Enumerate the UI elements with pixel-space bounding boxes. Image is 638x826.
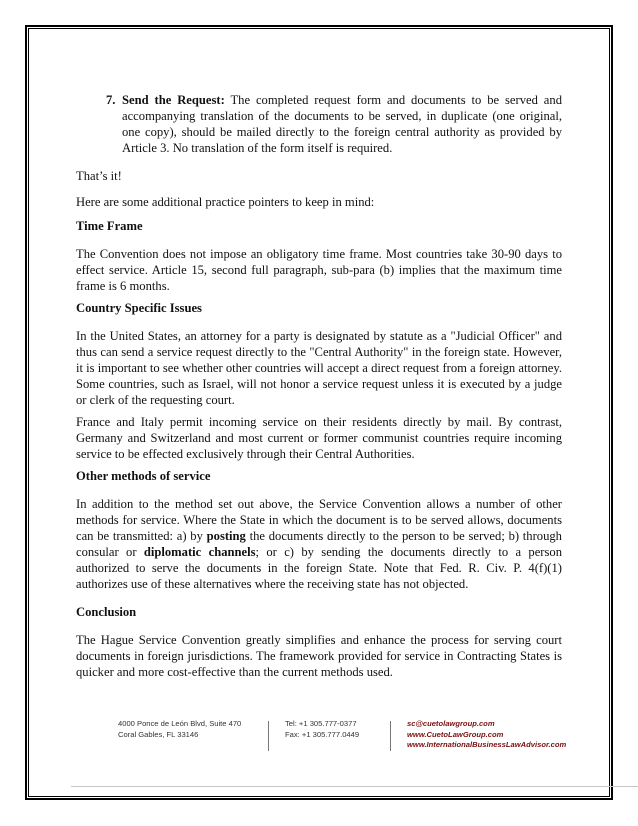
address-line-2: Coral Gables, FL 33146 xyxy=(118,729,199,739)
step-7 xyxy=(106,92,562,156)
website-link[interactable]: www.CuetoLawGroup.com xyxy=(407,729,504,739)
country-specific-text-1: In the United States, an attorney for a party is designated by statute as a "Judicial Officer" and thus can send a service request directly to the "Central Authority" in the foreign state. However, it is important to see whether other countries will accept a direct request from a foreign attorney. Some countries, such as Israel, will not honor a service request unless it is executed by a judge or clerk of the requesting court. xyxy=(76,329,562,407)
other-methods-heading: Other methods of service xyxy=(76,469,211,483)
other-methods-text xyxy=(76,496,562,592)
conclusion-text: The Hague Service Convention greatly simplifies and enhance the process for serving court documents in foreign jurisdictions. The framework provided for service in Contracting States is quicker and more cost-effective than the current methods used. xyxy=(76,633,562,679)
footer-rule xyxy=(71,786,611,787)
pointers-intro: Here are some additional practice pointers to keep in mind: xyxy=(76,195,375,209)
footer-divider xyxy=(268,721,269,751)
country-specific-heading: Country Specific Issues xyxy=(76,301,202,315)
other-methods-bold-posting: posting xyxy=(206,529,246,543)
step-number: 7. xyxy=(106,93,116,107)
footer-phone xyxy=(285,719,359,740)
email-link[interactable]: sc@cuetolawgroup.com xyxy=(407,719,495,728)
other-methods-bold-diplomatic: diplomatic channels xyxy=(143,545,256,559)
step-body xyxy=(122,92,562,156)
fax-number: Fax: +1 305.777.0449 xyxy=(285,729,360,739)
tel-number: Tel: +1 305.777-0377 xyxy=(285,719,357,728)
page-corner-line xyxy=(610,786,638,787)
step-title: Send the Request: xyxy=(122,93,225,107)
other-methods-part-2: the documents directly to the person to be served; b) through consular or xyxy=(76,529,562,559)
footer-divider xyxy=(390,721,391,751)
letterhead-footer xyxy=(118,719,568,755)
other-methods-part-3: ; or c) by sending the documents directly to a person authorized to serve the documents in the foreign State. Note that Fed. R. Civ. P. 4(f)(1) authorizes use of these alternatives where the receiving state has not objected. xyxy=(76,545,562,591)
other-methods-part-1: In addition to the method set out above, the Service Convention allows a number of other methods for service. Where the State in which the document is to be served allows, documents can be transmitted: a) by xyxy=(76,497,562,543)
time-frame-text: The Convention does not impose an obligatory time frame. Most countries take 30-90 days to effect service. Article 15, second full paragraph, sub-para (b) implies that the maximum time frame is 6 months. xyxy=(76,247,562,293)
advisor-website-link[interactable]: www.InternationalBusinessLawAdvisor.com xyxy=(407,740,567,749)
document-body xyxy=(76,92,562,680)
time-frame-heading: Time Frame xyxy=(76,219,143,233)
country-specific-text-2: France and Italy permit incoming service on their residents directly by mail. By contrast, Germany and Switzerland and most current or former communist countries require incoming service to be effected exclusively through their Central Authorities. xyxy=(76,415,562,461)
footer-links xyxy=(407,719,566,751)
thats-it-text: That’s it! xyxy=(76,169,122,183)
footer-address xyxy=(118,719,241,740)
conclusion-heading: Conclusion xyxy=(76,605,137,619)
step-text: The completed request form and documents to be served and accompanying translation of the documents to be served, in duplicate (one original, one copy), should be mailed directly to the foreign central authority as provided by Article 3. No translation of the form itself is required. xyxy=(122,93,562,155)
address-line-1: 4000 Ponce de León Blvd, Suite 470 xyxy=(118,719,242,728)
